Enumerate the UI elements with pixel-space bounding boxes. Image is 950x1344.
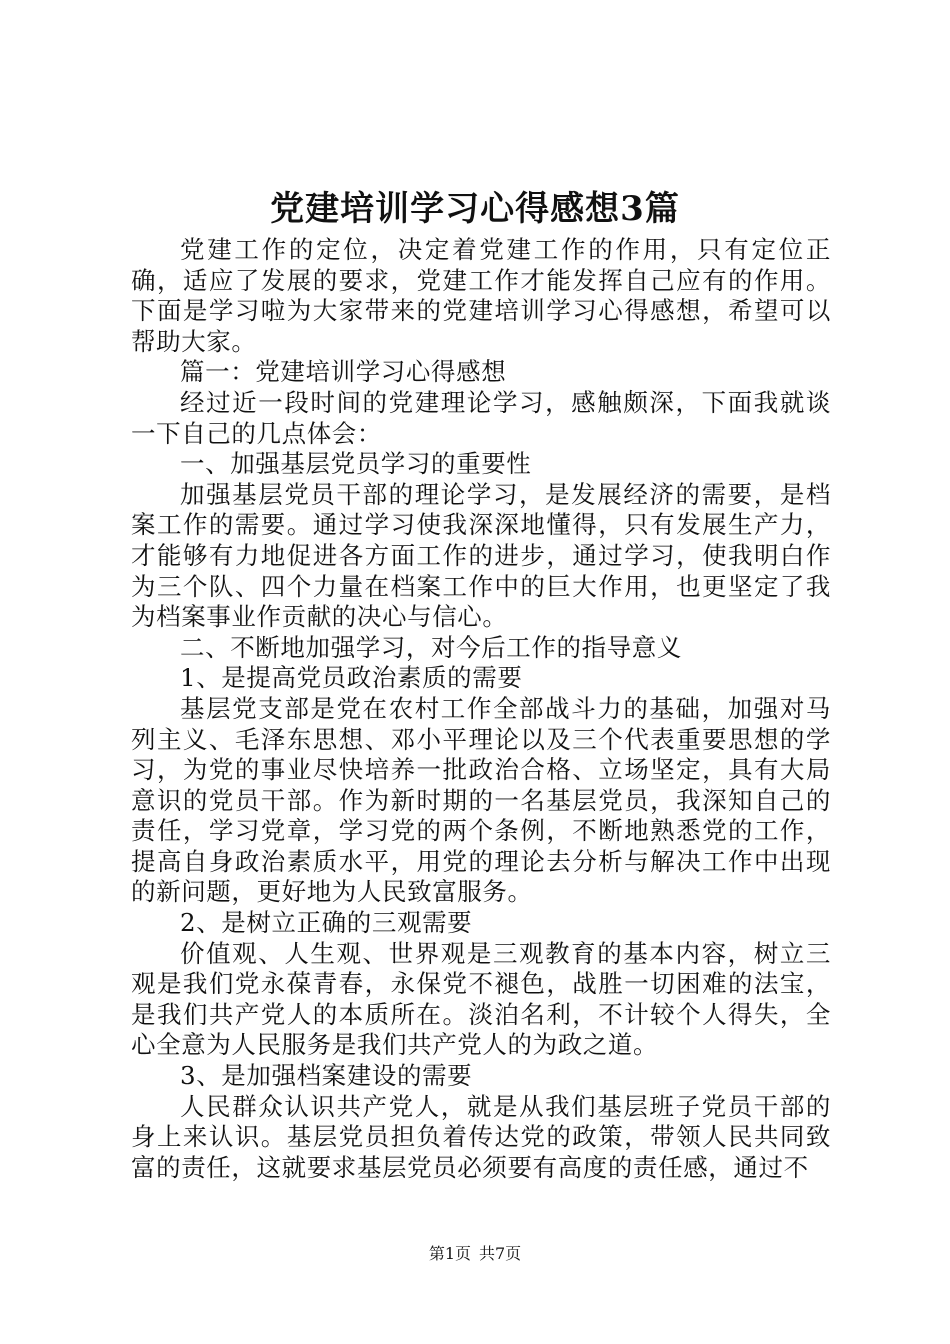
subsection-heading: 二、不断地加强学习，对今后工作的指导意义 <box>180 632 682 662</box>
body-paragraph: 人民群众认识共产党人，就是从我们基层班子党员干部的身上来认识。基层党员担负着传达党的政策，带领人民共同致富的责任，这就要求基层党员必须要有高度的责任感，通过不 <box>131 1091 831 1182</box>
document-body <box>131 235 831 1183</box>
body-paragraph: 加强基层党员干部的理论学习，是发展经济的需要，是档案工作的需要。通过学习使我深深地懂得，只有发展生产力，才能够有力地促进各方面工作的进步，通过学习，使我明白作为三个队、四个力量在档案工作中的巨大作用，也更坚定了我为档案事业作贡献的决心与信心。 <box>131 479 831 632</box>
point-heading: 2、是树立正确的三观需要 <box>180 908 473 938</box>
page-number: 第1页 <box>428 1244 471 1263</box>
section-heading: 篇一：党建培训学习心得感想 <box>180 357 507 387</box>
body-paragraph: 价值观、人生观、世界观是三观教育的基本内容，树立三观是我们党永葆青春，永保党不褪色，战胜一切困难的法宝，是我们共产党人的本质所在。淡泊名利，不计较个人得失，全心全意为人民服务是我们共产党人的为政之道。 <box>131 938 831 1060</box>
page-total: 共7页 <box>479 1244 522 1263</box>
point-heading: 3、是加强档案建设的需要 <box>180 1061 473 1091</box>
body-paragraph: 经过近一段时间的党建理论学习，感触颇深，下面我就谈一下自己的几点体会： <box>131 387 831 448</box>
subsection-heading: 一、加强基层党员学习的重要性 <box>180 449 532 479</box>
point-heading: 1、是提高党员政治素质的需要 <box>180 663 523 693</box>
intro-paragraph: 党建工作的定位，决定着党建工作的作用，只有定位正确，适应了发展的要求，党建工作才能发挥自己应有的作用。下面是学习啦为大家带来的党建培训学习心得感想，希望可以帮助大家。 <box>131 235 831 356</box>
page-footer <box>0 1243 950 1265</box>
document-title: 党建培训学习心得感想3篇 <box>270 189 680 229</box>
body-paragraph: 基层党支部是党在农村工作全部战斗力的基础，加强对马列主义、毛泽东思想、邓小平理论以及三个代表重要思想的学习，为党的事业尽快培养一批政治合格、立场坚定，具有大局意识的党员干部。作为新时期的一名基层党员，我深知自己的责任，学习党章，学习党的两个条例，不断地熟悉党的工作，提高自身政治素质水平，用党的理论去分析与解决工作中出现的新问题，更好地为人民致富服务。 <box>131 693 831 907</box>
